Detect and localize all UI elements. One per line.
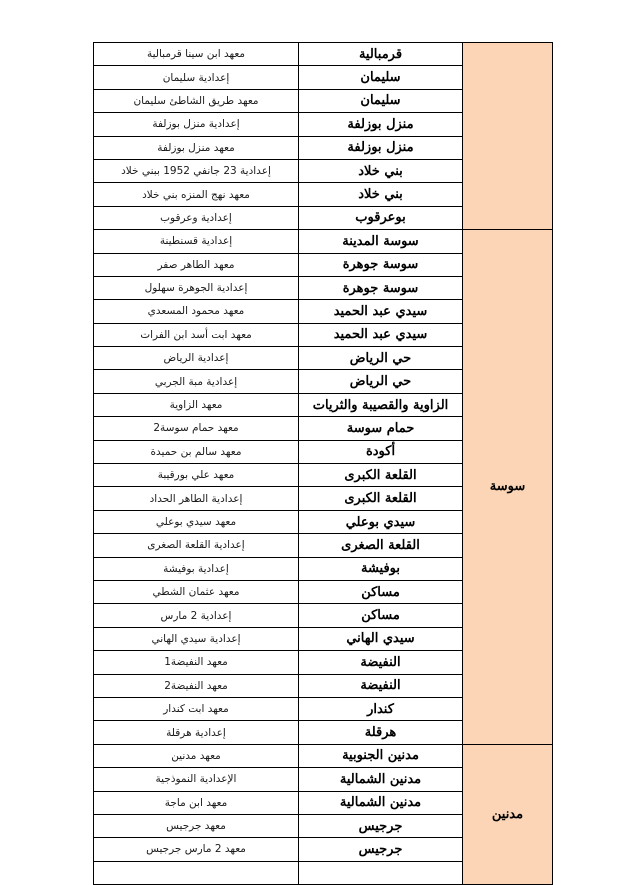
school-name-cell: إعدادية وعرقوب (94, 206, 299, 229)
school-name-cell: معهد النفيضة2 (94, 674, 299, 697)
city-cell: قرمبالية (299, 43, 463, 66)
school-name-cell: معهد طريق الشاطئ سليمان (94, 89, 299, 112)
school-name-cell: معهد عثمان الشطي (94, 580, 299, 603)
city-cell: حي الرياض (299, 370, 463, 393)
school-name-cell: إعدادية قسنطينة (94, 230, 299, 253)
city-cell: القلعة الصغرى (299, 534, 463, 557)
school-name-cell: إعدادية القلعة الصغرى (94, 534, 299, 557)
city-cell: سليمان (299, 66, 463, 89)
school-name-cell (94, 861, 299, 884)
schools-table-body (94, 43, 553, 885)
school-name-cell: معهد ابن ماجة (94, 791, 299, 814)
city-cell: كندار (299, 697, 463, 720)
school-name-cell: معهد النفيضة1 (94, 651, 299, 674)
school-name-cell: معهد سيدي بوعلي (94, 510, 299, 533)
school-name-cell: معهد ابت أسد ابن الفرات (94, 323, 299, 346)
city-cell: سيدي عبد الحميد (299, 323, 463, 346)
school-name-cell: إعدادية هرقلة (94, 721, 299, 744)
city-cell: جرجيس (299, 838, 463, 861)
city-cell: مدنين الجنوبية (299, 744, 463, 767)
school-name-cell: معهد ابن سينا قرمبالية (94, 43, 299, 66)
city-cell: الزاوية والقصيبة والثريات (299, 393, 463, 416)
city-cell: سليمان (299, 89, 463, 112)
table-row (94, 43, 553, 66)
school-name-cell: إعدادية الطاهر الحداد (94, 487, 299, 510)
city-cell (299, 861, 463, 884)
school-name-cell: إعدادية بوفيشة (94, 557, 299, 580)
school-name-cell: معهد علي بورقيبة (94, 464, 299, 487)
school-name-cell: معهد ابت كندار (94, 697, 299, 720)
city-cell: منزل بوزلفة (299, 136, 463, 159)
city-cell: سيدي بوعلي (299, 510, 463, 533)
table-row (94, 744, 553, 767)
city-cell: النفيضة (299, 651, 463, 674)
region-cell (463, 43, 553, 230)
school-name-cell: إعدادية سليمان (94, 66, 299, 89)
school-name-cell: معهد الزاوية (94, 393, 299, 416)
city-cell: منزل بوزلفة (299, 113, 463, 136)
city-cell: النفيضة (299, 674, 463, 697)
city-cell: سيدي الهاني (299, 627, 463, 650)
city-cell: هرقلة (299, 721, 463, 744)
city-cell: بوعرقوب (299, 206, 463, 229)
city-cell: مساكن (299, 580, 463, 603)
city-cell: مدنين الشمالية (299, 768, 463, 791)
city-cell: أكودة (299, 440, 463, 463)
school-name-cell: إعدادية 23 جانفي 1952 ببني خلاد (94, 159, 299, 182)
school-name-cell: إعدادية 2 مارس (94, 604, 299, 627)
city-cell: بني خلاد (299, 183, 463, 206)
city-cell: مساكن (299, 604, 463, 627)
school-name-cell: معهد محمود المسعدي (94, 300, 299, 323)
school-name-cell: معهد سالم بن حميدة (94, 440, 299, 463)
city-cell: سوسة المدينة (299, 230, 463, 253)
school-name-cell: إعدادية الرياض (94, 347, 299, 370)
school-name-cell: معهد نهج المنزه بني خلاد (94, 183, 299, 206)
city-cell: جرجيس (299, 814, 463, 837)
city-cell: سيدي عبد الحميد (299, 300, 463, 323)
city-cell: بوفيشة (299, 557, 463, 580)
city-cell: حمام سوسة (299, 417, 463, 440)
schools-table (93, 42, 553, 885)
city-cell: حي الرياض (299, 347, 463, 370)
city-cell: القلعة الكبرى (299, 464, 463, 487)
school-name-cell: معهد حمام سوسة2 (94, 417, 299, 440)
school-name-cell: معهد جرجيس (94, 814, 299, 837)
school-name-cell: معهد منزل بوزلفة (94, 136, 299, 159)
table-row (94, 230, 553, 253)
city-cell: مدنين الشمالية (299, 791, 463, 814)
school-name-cell: معهد الطاهر صفر (94, 253, 299, 276)
city-cell: سوسة جوهرة (299, 253, 463, 276)
region-cell: مدنين (463, 744, 553, 884)
school-name-cell: إعدادية الجوهرة سهلول (94, 276, 299, 299)
city-cell: القلعة الكبرى (299, 487, 463, 510)
school-name-cell: معهد 2 مارس جرجيس (94, 838, 299, 861)
city-cell: بني خلاد (299, 159, 463, 182)
school-name-cell: معهد مدنين (94, 744, 299, 767)
school-name-cell: إعدادية مبة الجربي (94, 370, 299, 393)
city-cell: سوسة جوهرة (299, 276, 463, 299)
region-cell: سوسة (463, 230, 553, 745)
school-name-cell: الإعدادية النموذجية (94, 768, 299, 791)
school-name-cell: إعدادية سيدي الهاني (94, 627, 299, 650)
school-name-cell: إعدادية منزل بوزلفة (94, 113, 299, 136)
